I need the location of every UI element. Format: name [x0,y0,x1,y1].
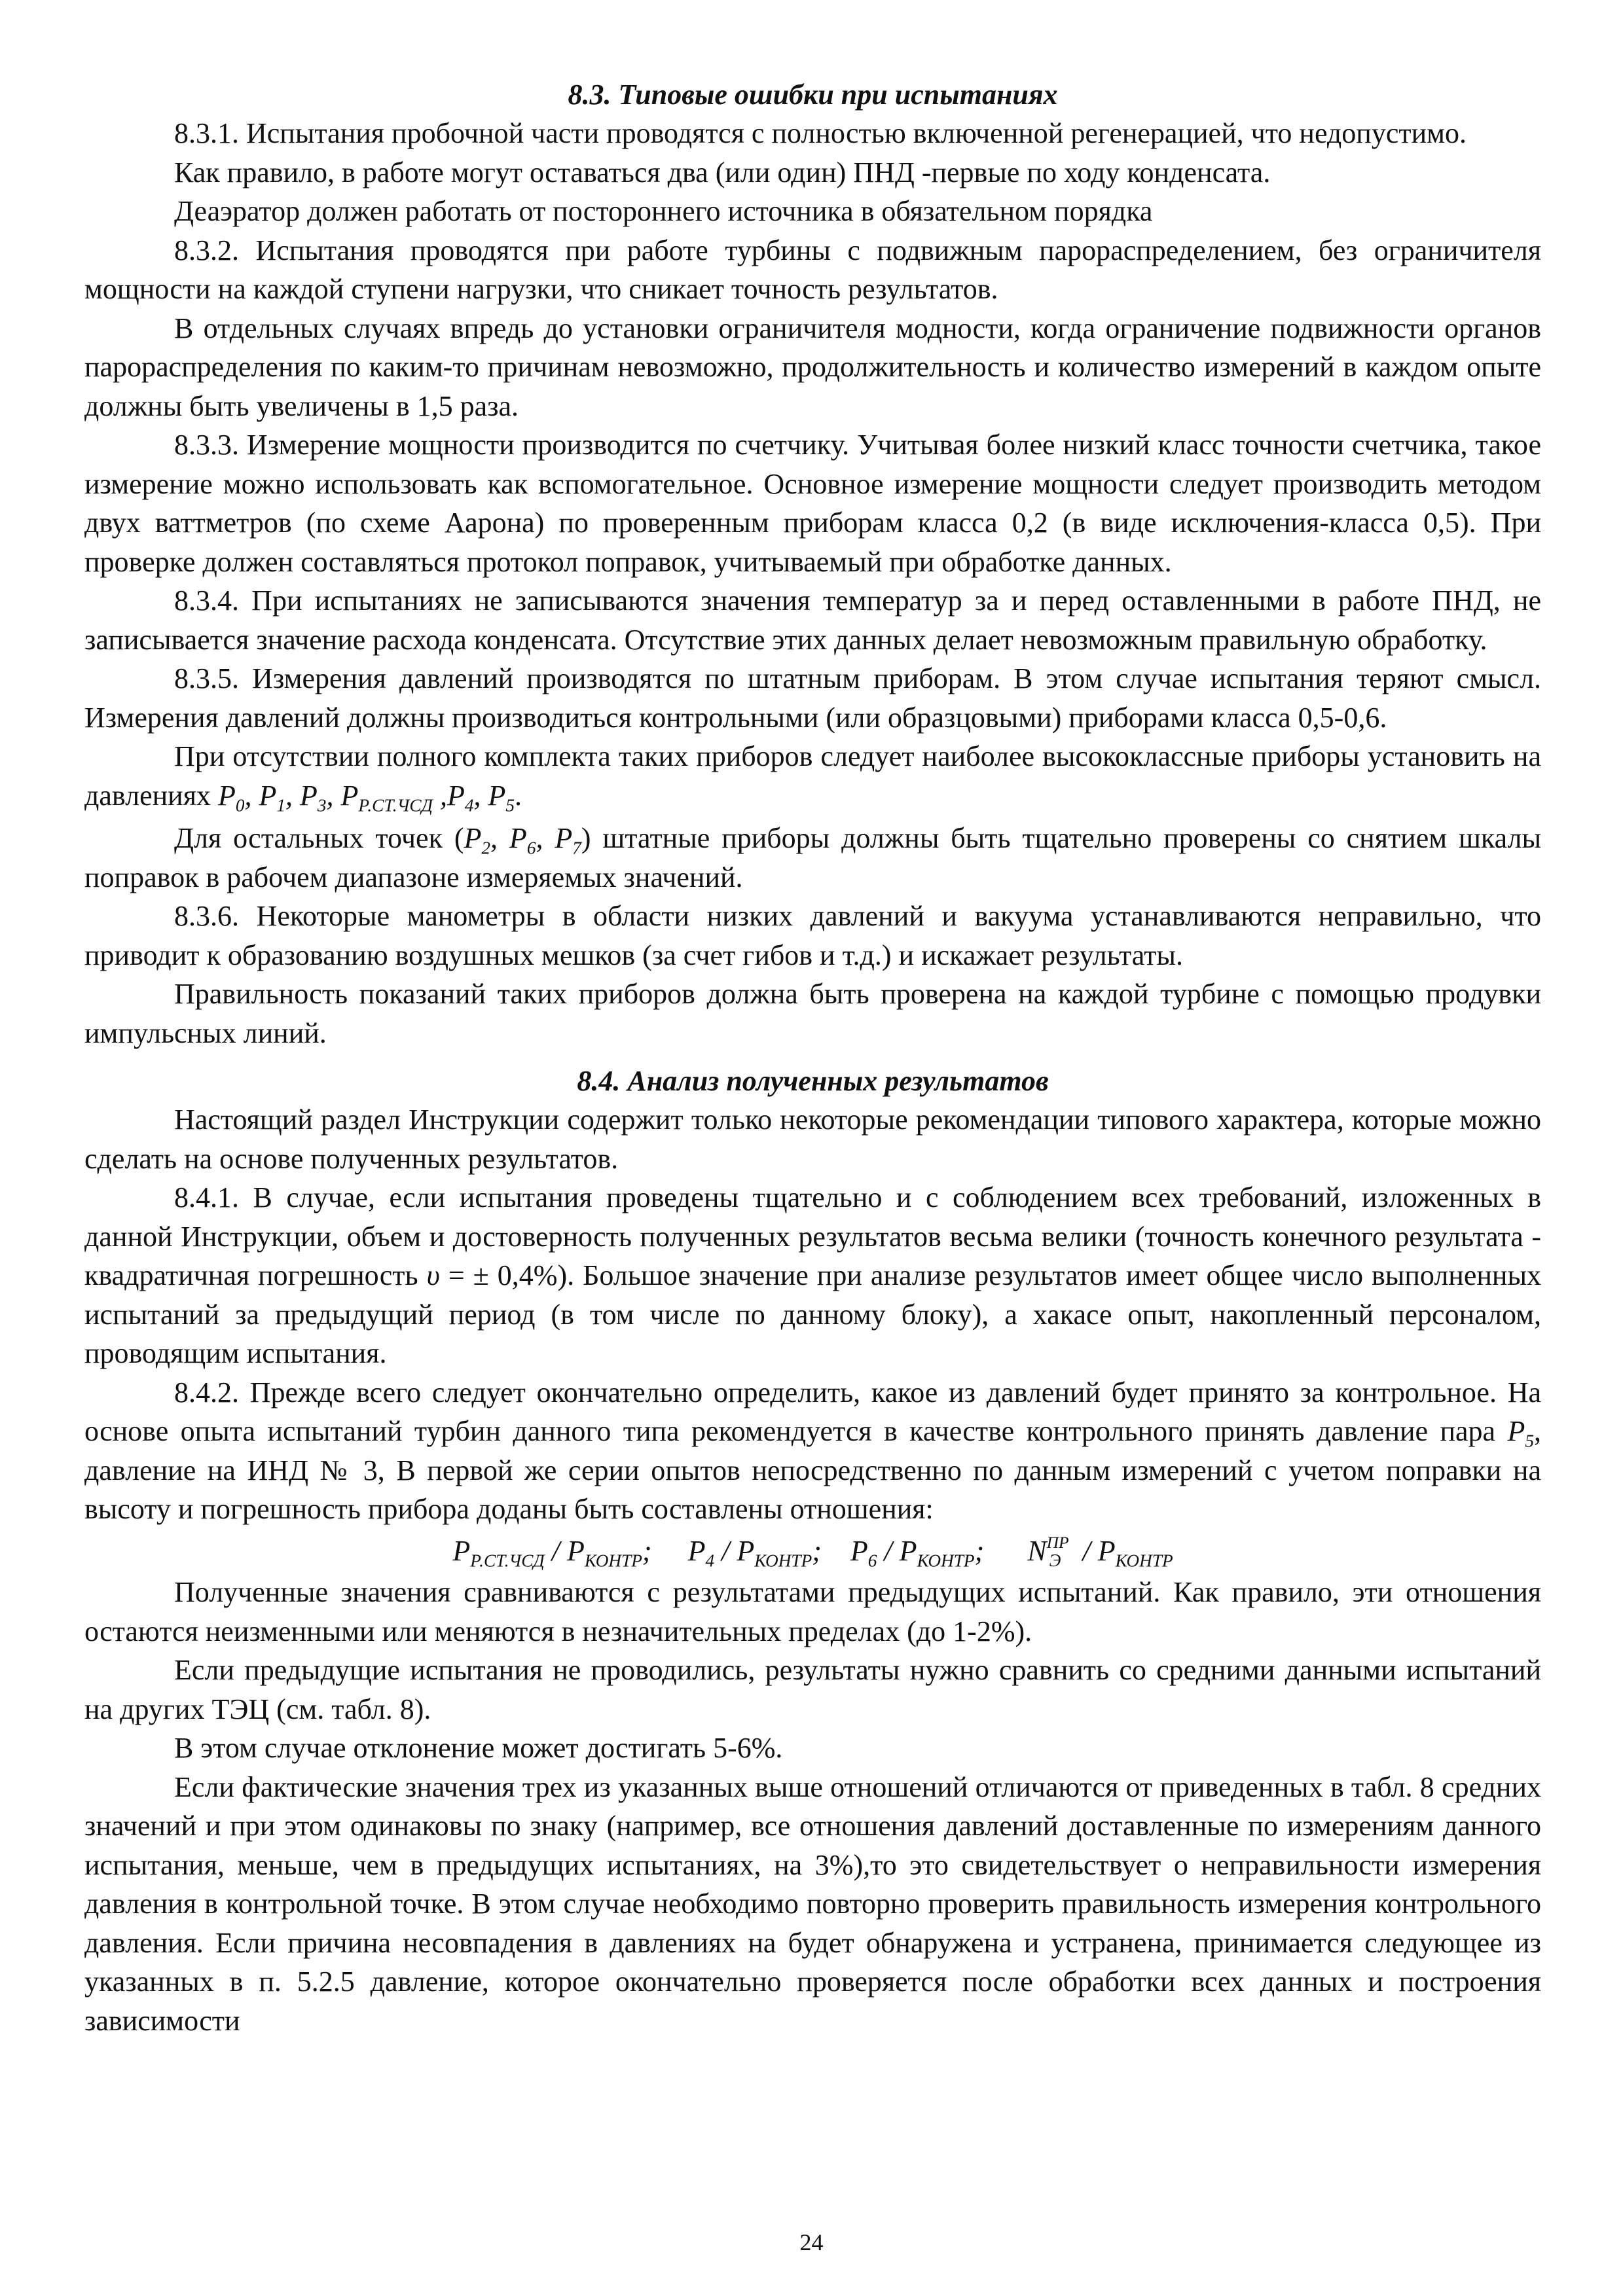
paragraph: В этом случае отклонение может достигать 5-6%. [174,1732,783,1764]
paragraph: Деаэратор должен работать от постороннего источника в обязательном порядка [174,195,1153,227]
other-points-formula: $P_2$, $P_6$, $P_7$ [464,822,581,858]
upsilon-symbol: υ [426,1259,440,1291]
paragraph: 8.3.2. Испытания проводятся при работе турбины с подвижным парораспределением, без ограничителя мощности на каждой ступени нагрузки, что сникает точность результатов. [84,234,1541,305]
paragraph: Если предыдущие испытания не проводились, результаты нужно сравнить со средними данными испытаний на других ТЭЦ (см. табл. 8). [84,1654,1541,1725]
p5-formula: $P_5$ [1507,1415,1534,1451]
paragraph: 8.3.6. Некоторые манометры в области низких давлений и вакуума устанавливаются неправильно, что приводит к образованию воздушных мешков (за счет гибов и т.д.) и искажает результаты. [84,900,1541,971]
ratios-formula: $P_{Р.СТ.ЧСД} / P_{КОНТР}$; $P_4 / P_{КОНТР}$; $P_6 / P_{КОНТР}$; $N^{ПР}_Э / P_{КОНТР}$ [452,1532,1173,1571]
section-heading-8-4: 8.4. Анализ полученных результатов [577,1065,1049,1097]
paragraph-accuracy: 8.4.1. В случае, если испытания проведены тщательно и с соблюдением всех требований, изложенных в данной Инструкции, объем и достоверность полученных результатов весьма велики (точность конечного результата - квадратичная погрешность υ = ± 0,4%). Большое значение при анализе результатов имеет общее число выполненных испытаний за предыдущий период (в том числе по данному блоку), а хакасе опыт, накопленный персоналом, проводящим испытания. [84,1181,1542,1369]
paragraph: Полученные значения сравниваются с результатами предыдущих испытаний. Как правило, эти отношения остаются неизменными или меняются в незначительных пределах (до 1-2%). [84,1576,1541,1647]
paragraph: Настоящий раздел Инструкции содержит только некоторые рекомендации типового характера, которые можно сделать на основе полученных результатов. [84,1103,1541,1175]
paragraph-pressure-list: При отсутствии полного комплекта таких приборов следует наиболее высококлассные приборы установить на давлениях $P_0$, $P_1$, $P_3$, $P_{Р.СТ.ЧСД}$ $,P_4$, $P_5$. [84,740,1541,816]
paragraph-control-pressure: 8.4.2. Прежде всего следует окончательно определить, какое из давлений будет принято за контрольное. На основе опыта испытаний турбин данного типа рекомендуется в качестве контрольного принять давление пара $P_5$, давление на ИНД № 3, В первой же серии опытов непосредственно по данным измерений с учетом поправки на высоту и погрешность прибора доданы быть составлены отношения: [84,1376,1541,1525]
section-heading-8-3: 8.3. Типовые ошибки при испытаниях [568,79,1058,111]
paragraph: 8.3.5. Измерения давлений производятся по штатным приборам. В этом случае испытания теряют смысл. Измерения давлений должны производиться контрольными (или образцовыми) приборами класса 0,5-0,6. [84,662,1541,734]
paragraph: 8.3.3. Измерение мощности производится по счетчику. Учитывая более низкий класс точности счетчика, такое измерение можно использовать как вспомогательное. Основное измерение мощности следует производить методом двух ваттметров (по схеме Аарона) по проверенным приборам класса 0,2 (в виде исключения-класса 0,5). При проверке должен составляться протокол поправок, учитываемый при обработке данных. [84,429,1541,578]
pressure-list-formula: $P_0$, $P_1$, $P_3$, $P_{Р.СТ.ЧСД}$ $,P_4$, $P_5$ [217,779,515,816]
paragraph-text: При отсутствии полного комплекта таких приборов следует наиболее высококлассные приборы установить на давлениях [84,740,1541,812]
paragraph: Как правило, в работе могут оставаться два (или один) ПНД -первые по ходу конденсата. [174,156,1271,188]
paragraph: В отдельных случаях впредь до установки ограничителя модности, когда ограничение подвижности органов парораспределения по каким-то причинам невозможно, продолжительность и количество измерений в каждом опыте должны быть увеличены в 1,5 раза. [84,312,1541,422]
paragraph-other-points: Для остальных точек ($P_2$, $P_6$, $P_7$) штатные приборы должны быть тщательно проверены со снятием шкалы поправок в рабочем диапазоне измеряемых значений. [84,822,1542,893]
paragraph: Правильность показаний таких приборов должна быть проверена на каждой турбине с помощью продувки импульсных линий. [84,978,1541,1049]
paragraph: 8.3.4. При испытаниях не записываются значения температур за и перед оставленными в работе ПНД, не записывается значение расхода конденсата. Отсутствие этих данных делает невозможным правильную обработку. [84,584,1541,656]
paragraph: 8.3.1. Испытания пробочной части проводятся с полностью включенной регенерацией, что недопустимо. [174,117,1467,149]
page-number: 24 [799,2229,824,2255]
paragraph: Если фактические значения трех из указанных выше отношений отличаются от приведенных в табл. 8 средних значений и при этом одинаковы по знаку (например, все отношения давлений доставленные по измерениям данного испытания, меньше, чем в предыдущих испытаниях, на 3%),то это свидетельствует о неправильности измерения давления в контрольной точке. В этом случае необходимо повторно проверить правильность измерения контрольного давления. Если причина несовпадения в давлениях на будет обнаружена и устранена, принимается следующее из указанных в п. 5.2.5 давление, которое окончательно проверяется после обработки всех данных и построения зависимости [84,1770,1541,2037]
